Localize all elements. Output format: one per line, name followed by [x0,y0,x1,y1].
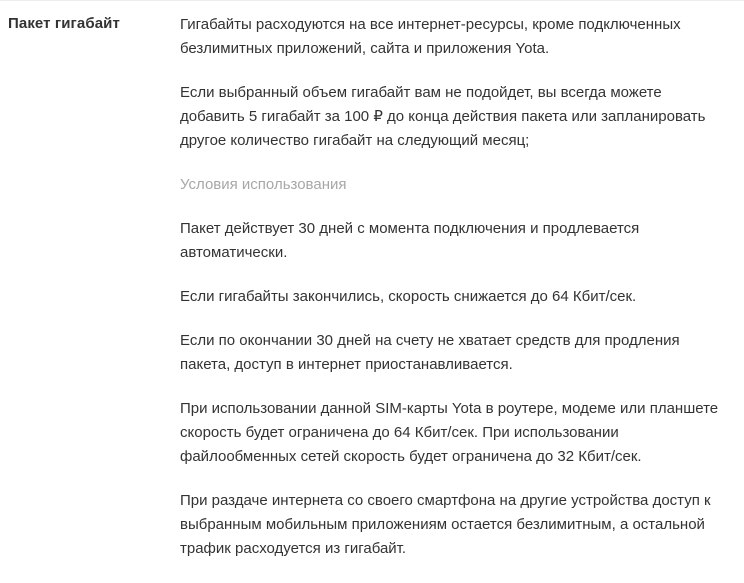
terms-of-use-heading: Условия использования [180,176,347,193]
paragraph-sim-in-router: При использовании данной SIM-карты Yota в роутере, модеме или планшете скорость будет ограничена до 64 Кбит/сек. При использовании файлообменных сетей скорость будет ограничена до 32 Кбит/сек. [180,400,719,465]
paragraph-insufficient-funds: Если по окончании 30 дней на счету не хватает средств для продления пакета, доступ в интернет приостанавливается. [180,332,680,373]
section-label: Пакет гигабайт [8,15,120,32]
section-content [180,13,730,583]
paragraph-usage-scope: Гигабайты расходуются на все интернет-ресурсы, кроме подключенных безлимитных приложений, сайта и приложения Yota. [180,16,681,57]
paragraph-package-duration: Пакет действует 30 дней с момента подключения и продлевается автоматически. [180,220,640,261]
paragraph-speed-after-limit: Если гигабайты закончились, скорость снижается до 64 Кбит/сек. [180,288,637,305]
paragraph-tethering: При раздаче интернета со своего смартфона на другие устройства доступ к выбранным мобильным приложениям остается безлимитным, а остальной трафик расходуется из гигабайт. [180,492,711,557]
paragraph-add-gigabytes: Если выбранный объем гигабайт вам не подойдет, вы всегда можете добавить 5 гигабайт за 100 ₽ до конца действия пакета или запланировать другое количество гигабайт на следующий месяц; [180,84,706,149]
